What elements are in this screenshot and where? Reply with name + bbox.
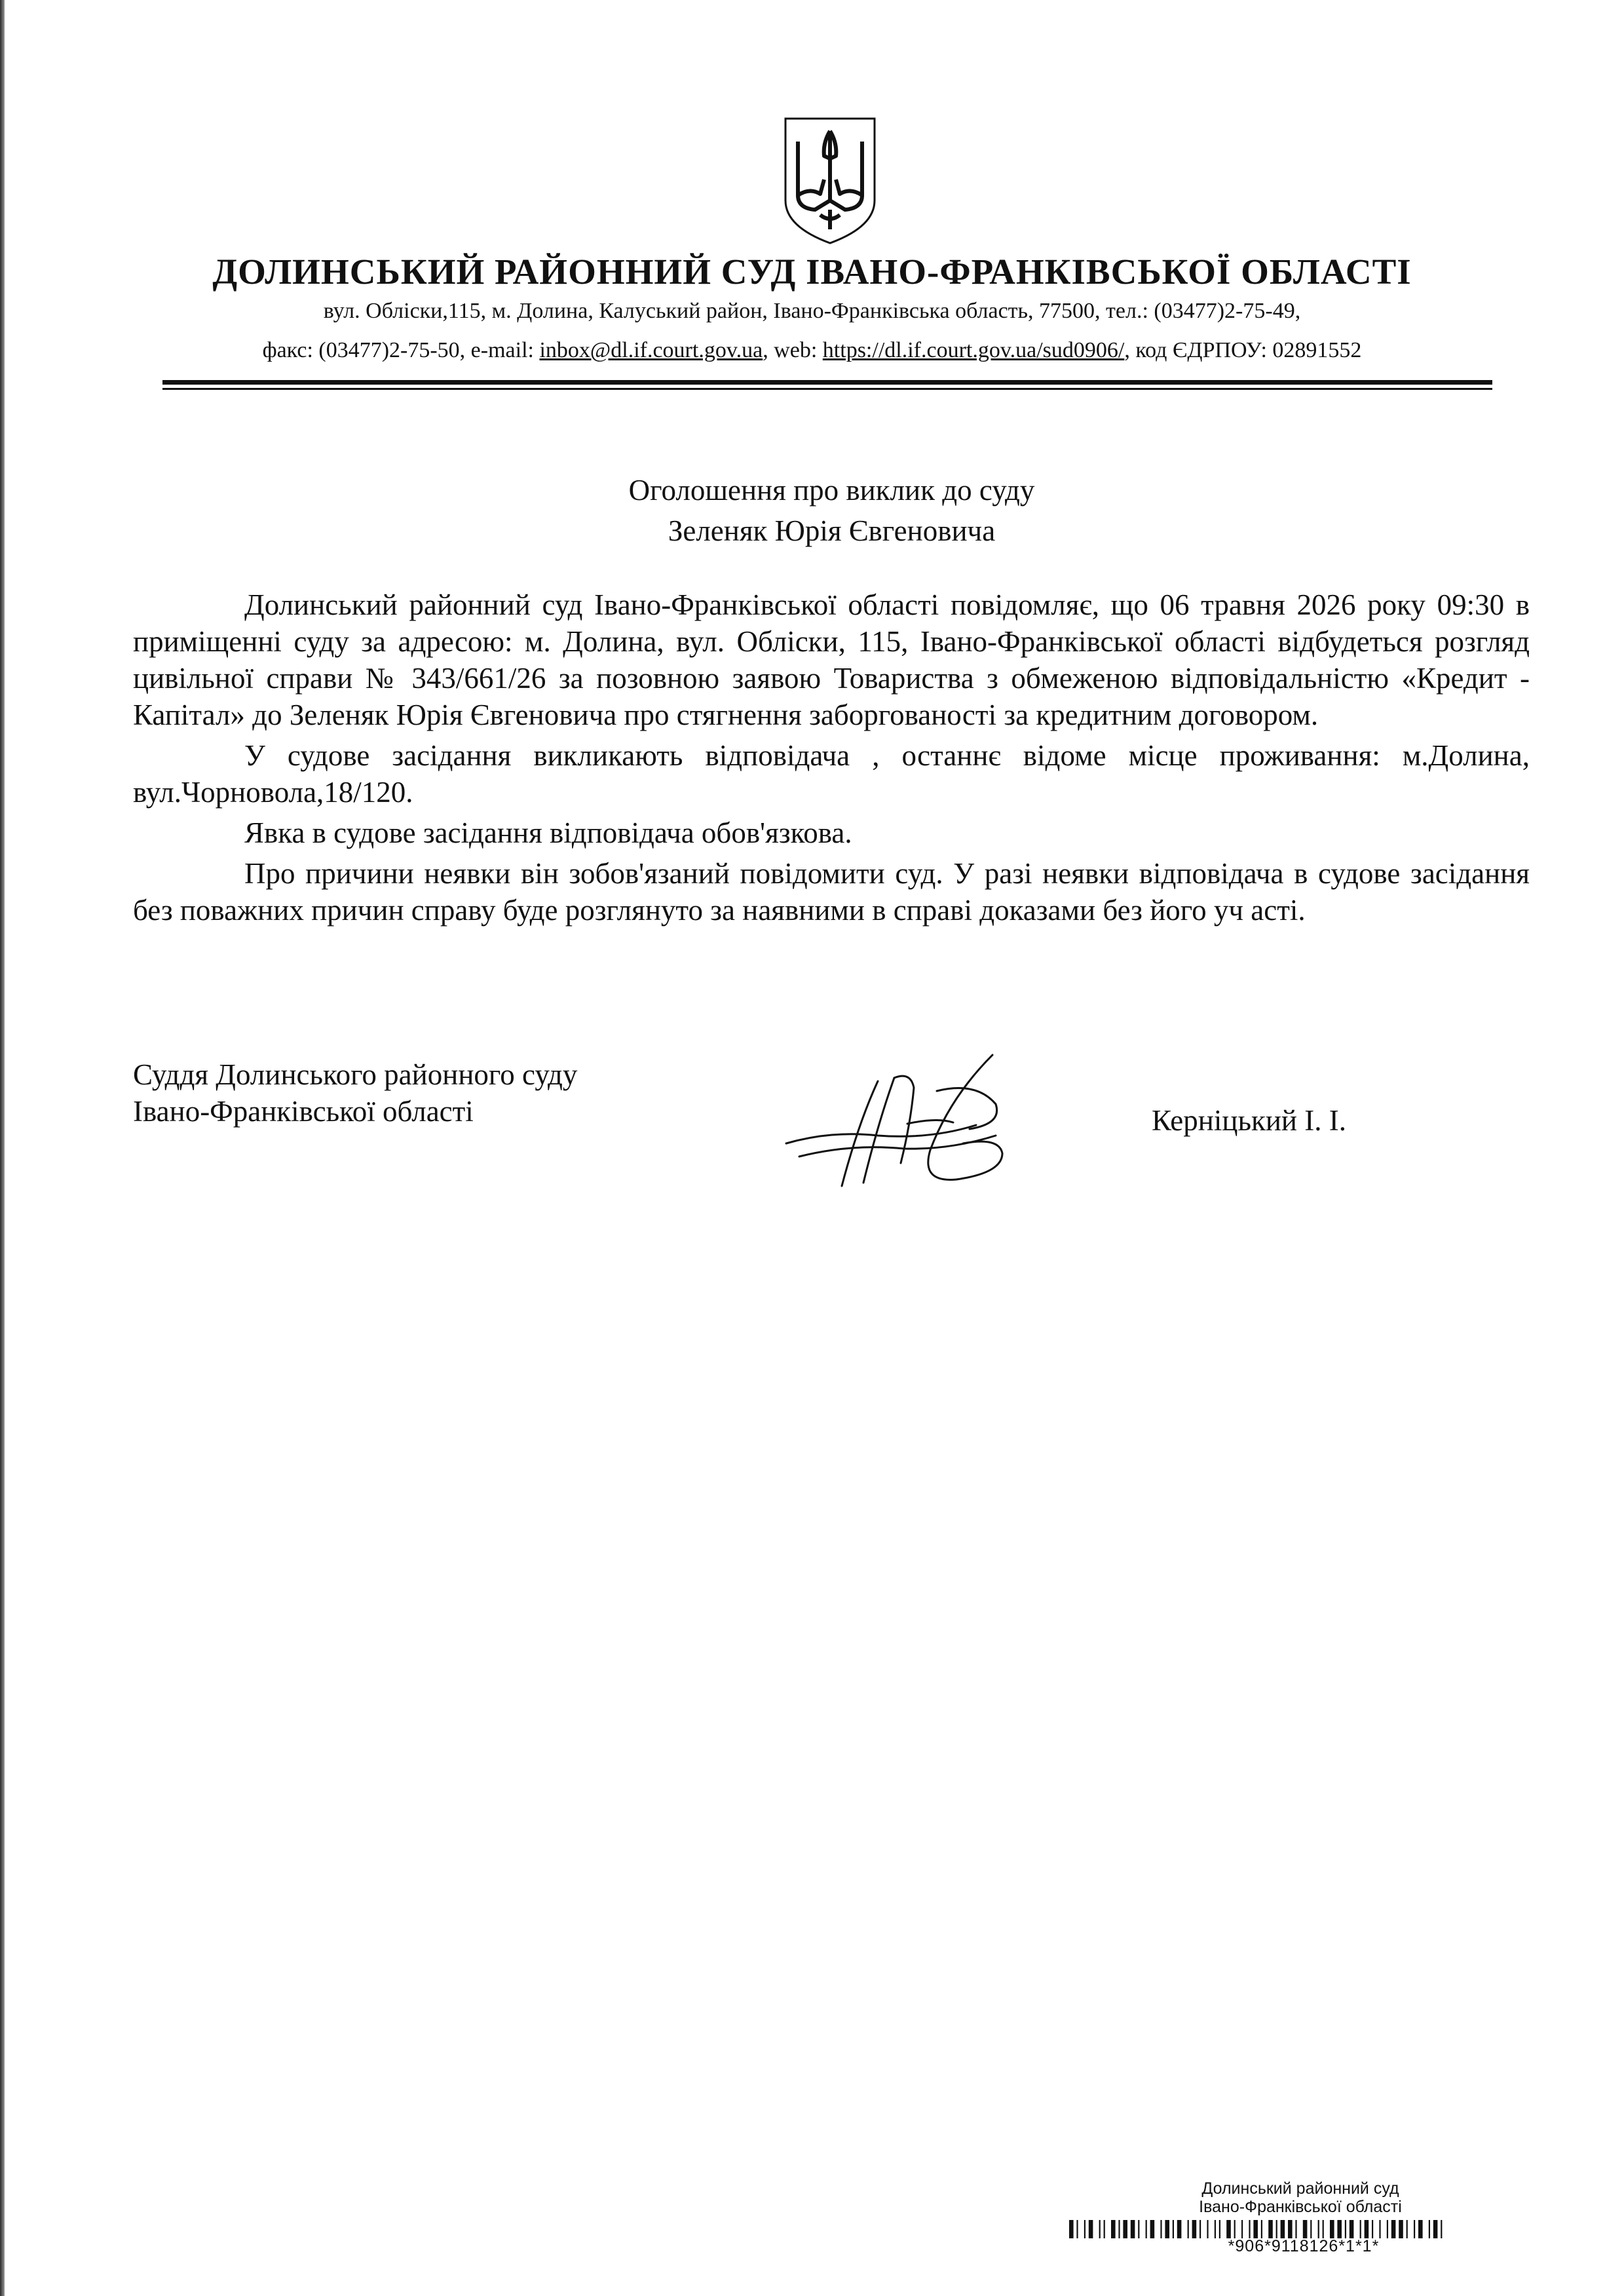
- signature-icon: [780, 1052, 1029, 1196]
- notice-paragraph: У судове засідання викликають відповідача , останнє відоме місце проживання: м.Долина, вул.Чорновола,18/120.: [133, 739, 1530, 809]
- notice-person: Зеленяк Юрія Євгеновича: [668, 514, 996, 547]
- judge-title-line1: Суддя Долинського районного суду: [133, 1058, 578, 1091]
- judge-name: Керніцький І. І.: [1152, 1104, 1346, 1137]
- header-divider-thick: [162, 380, 1492, 385]
- coat-of-arms-icon: [784, 117, 877, 245]
- judge-title-line2: Івано-Франківської області: [133, 1095, 474, 1128]
- notice-paragraph: Про причини неявки він зобов'язаний повідомити суд. У разі неявки відповідача в судове засідання без поважних причин справу буде розглянуто за наявними в справі доказами без його уч асті.: [133, 857, 1530, 927]
- court-name-heading: ДОЛИНСЬКИЙ РАЙОННИЙ СУД ІВАНО-ФРАНКІВСЬКОЇ ОБЛАСТІ: [212, 252, 1412, 292]
- notice-title: Оголошення про виклик до суду: [628, 474, 1035, 507]
- barcode-number: *906*9118126*1*1*: [1228, 2237, 1380, 2255]
- court-contacts-line: [0, 338, 1624, 363]
- stamp-court-line2: Івано-Франківської області: [1199, 2198, 1402, 2216]
- header-divider-thin: [162, 388, 1492, 390]
- notice-paragraph: Явка в судове засідання відповідача обов'язкова.: [244, 816, 852, 849]
- notice-paragraph: Долинський районний суд Івано-Франківської області повідомляє, що 06 травня 2026 року 09:30 в приміщенні суду за адресою: м. Долина, вул. Обліски, 115, Івано-Франківської області відбудеться розгляд цивільної справи № 343/661/26 за позовною заявою Товариства з обмеженою відповідальністю «Кредит - Капітал» до Зеленяк Юрія Євгеновича про стягнення заборгованості за кредитним договором.: [133, 588, 1530, 731]
- barcode-icon: [1069, 2220, 1536, 2238]
- stamp-court-line1: Долинський районний суд: [1201, 2179, 1399, 2198]
- fax-text: факс: (03477)2-75-50, e-mail:: [262, 338, 540, 362]
- court-address-line: вул. Обліски,115, м. Долина, Калуський район, Івано-Франківська область, 77500, тел.: (03477)2-75-49,: [323, 299, 1301, 323]
- judge-title: [133, 1056, 577, 1130]
- edrpou-text: , код ЄДРПОУ: 02891552: [1124, 338, 1362, 362]
- website-link[interactable]: https://dl.if.court.gov.ua/sud0906/: [822, 338, 1125, 362]
- web-label: , web:: [763, 338, 823, 362]
- email-link[interactable]: inbox@dl.if.court.gov.ua: [539, 338, 763, 362]
- notice-body: [133, 586, 1530, 932]
